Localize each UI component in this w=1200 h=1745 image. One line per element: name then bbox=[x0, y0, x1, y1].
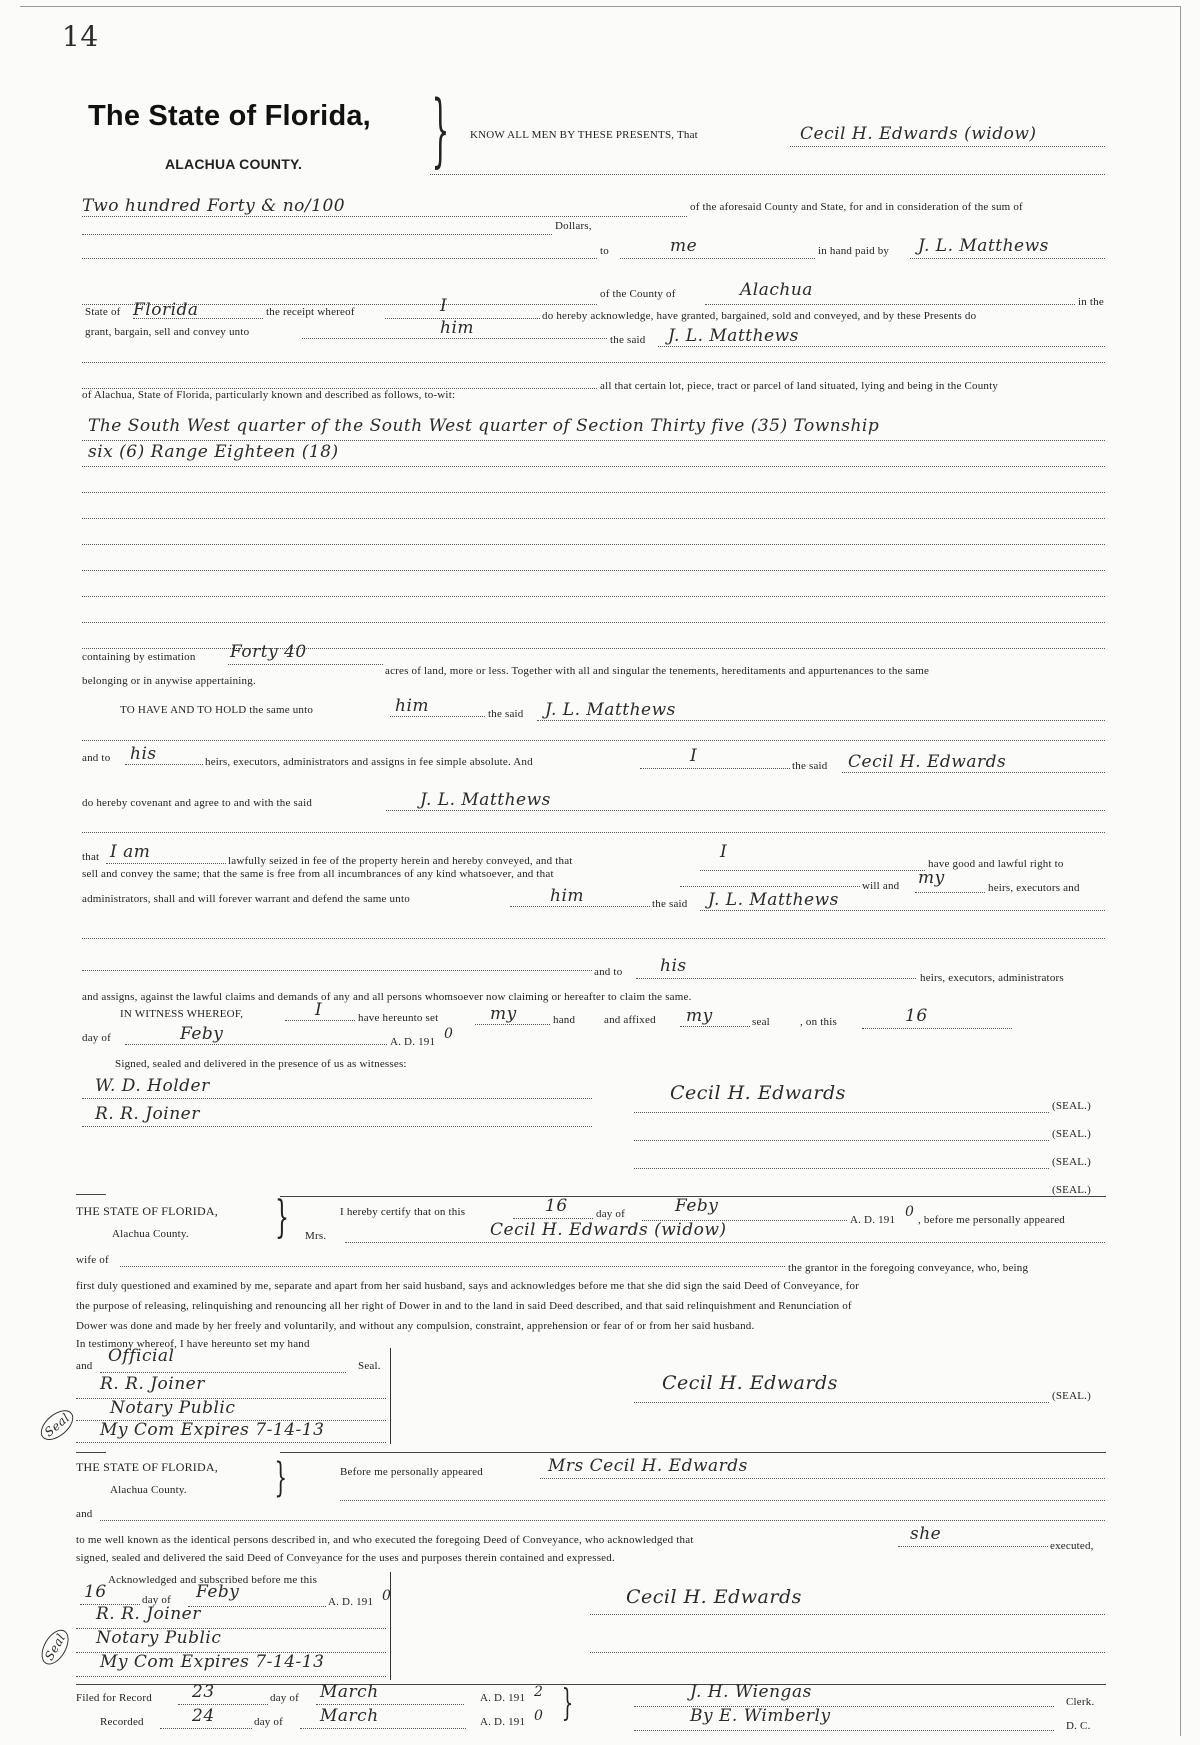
covenant-line bbox=[386, 810, 1105, 811]
aforesaid-text: of the aforesaid County and State, for and in consideration of the sum of bbox=[690, 201, 1023, 213]
dower-mrs: Mrs. bbox=[305, 1230, 327, 1242]
covenant-blank-line bbox=[82, 832, 1105, 833]
admins-text: administrators, shall and will forever warrant and defend the same unto bbox=[82, 893, 410, 905]
grantor-line bbox=[790, 146, 1105, 147]
filed-text: Filed for Record bbox=[76, 1692, 152, 1704]
desc-line-2 bbox=[82, 466, 1105, 467]
all-that-text: all that certain lot, piece, tract or parcel of land situated, lying and being in the County bbox=[600, 380, 999, 392]
affixed-text: and affixed bbox=[604, 1014, 656, 1026]
covenant-text: do hereby covenant and agree to and with the said bbox=[82, 797, 313, 809]
that-text: that bbox=[82, 851, 100, 863]
dower-paragraph-3: Dower was done and made by her freely and voluntarily, and without any compulsion, constraint, apprehension or fear of or from her said husband. bbox=[76, 1320, 755, 1332]
desc-line-5 bbox=[82, 544, 1105, 545]
ack-notary-public-handwriting: Notary Public bbox=[96, 1628, 222, 1648]
ack-to-me-text: to me well known as the identical persons described in, and who executed the foregoing Deed of Conveyance, who acknowledged that bbox=[76, 1534, 694, 1546]
acres-text: acres of land, more or less. Together with all and singular the tenements, hereditaments and appurtenances to the same bbox=[385, 665, 930, 677]
acres-handwriting: Forty 40 bbox=[230, 642, 307, 662]
to-handwriting: me bbox=[670, 236, 698, 256]
dower-year-handwriting: 0 bbox=[905, 1204, 915, 1220]
seal-label-2: (SEAL.) bbox=[1052, 1128, 1091, 1140]
admins-line bbox=[510, 906, 650, 907]
said3-handwriting: J. L. Matthews bbox=[708, 890, 839, 910]
heirs-exec-text: heirs, executors and bbox=[988, 882, 1080, 894]
signature-handwriting: Cecil H. Edwards bbox=[670, 1082, 846, 1104]
ack-month-handwriting: Feby bbox=[196, 1582, 240, 1602]
grantor2-handwriting: Cecil H. Edwards bbox=[848, 752, 1007, 772]
will-handwriting: my bbox=[918, 868, 945, 888]
grantor-handwriting: Cecil H. Edwards (widow) bbox=[800, 124, 1037, 144]
ack-and: and bbox=[76, 1508, 93, 1520]
witness2-line bbox=[82, 1126, 592, 1127]
ack-before-text: Before me personally appeared bbox=[340, 1466, 483, 1478]
ack-signature-line-2 bbox=[590, 1652, 1105, 1653]
ack-signed-text: signed, sealed and delivered the said Deed of Conveyance for the uses and purposes therein contained and expressed. bbox=[76, 1552, 615, 1564]
dower-mrs-handwriting: Cecil H. Edwards (widow) bbox=[490, 1220, 727, 1240]
desc-line-6 bbox=[82, 570, 1105, 571]
ack-she-handwriting: she bbox=[910, 1524, 942, 1544]
ack-appeared-line bbox=[540, 1478, 1105, 1479]
desc-line-3 bbox=[82, 492, 1105, 493]
and-to-handwriting: his bbox=[130, 744, 157, 764]
ack-executed: executed, bbox=[1050, 1540, 1094, 1552]
desc-line-7 bbox=[82, 596, 1105, 597]
ack-blank-line bbox=[340, 1500, 1105, 1501]
dower-mrs-line bbox=[345, 1242, 1105, 1243]
hand-paid-text: in hand paid by bbox=[818, 245, 890, 257]
rec-day-handwriting: 24 bbox=[192, 1706, 215, 1726]
recorded-text: Recorded bbox=[100, 1716, 144, 1728]
ack-signature-line bbox=[590, 1614, 1105, 1615]
day-line bbox=[862, 1028, 1012, 1029]
desc-line-4 bbox=[82, 518, 1105, 519]
grant-line bbox=[302, 338, 607, 339]
header-brace: } bbox=[431, 83, 450, 176]
section-divider-2a bbox=[76, 1452, 106, 1453]
that-handwriting: I am bbox=[110, 842, 151, 862]
lawfully-text: lawfully seized in fee of the property herein and hereby conveyed, and that bbox=[228, 855, 573, 867]
dower-grantor-text: the grantor in the foregoing conveyance, who, being bbox=[788, 1262, 1029, 1274]
ack-day-of: day of bbox=[142, 1594, 171, 1606]
iw-handwriting: I bbox=[315, 1000, 323, 1020]
official-line bbox=[100, 1372, 346, 1373]
and-to-line bbox=[125, 764, 203, 765]
habendum-said-line bbox=[537, 720, 1105, 721]
amount-line-2 bbox=[82, 234, 552, 235]
said-handwriting: J. L. Matthews bbox=[668, 326, 799, 346]
ack-county: Alachua County. bbox=[110, 1484, 187, 1496]
state-handwriting: Florida bbox=[133, 300, 199, 320]
dower-before-me: , before me personally appeared bbox=[918, 1214, 1065, 1226]
belonging-text: belonging or in anywise appertaining. bbox=[82, 675, 256, 687]
and-to-text: and to bbox=[82, 752, 111, 764]
habendum-blank-line bbox=[82, 740, 1105, 741]
filed-day-of: day of bbox=[270, 1692, 299, 1704]
ack-year-handwriting: 0 bbox=[382, 1588, 392, 1604]
dower-notary-public-handwriting: Notary Public bbox=[110, 1398, 236, 1418]
day-handwriting: 16 bbox=[905, 1006, 928, 1026]
dower-seal-label: (SEAL.) bbox=[1052, 1390, 1091, 1402]
filed-month-line bbox=[316, 1704, 464, 1705]
will-line bbox=[915, 892, 985, 893]
section-divider-3 bbox=[76, 1684, 1106, 1685]
dower-brace: } bbox=[275, 1192, 289, 1243]
page-border-right bbox=[1180, 6, 1181, 1736]
rec-day-of: day of bbox=[254, 1716, 283, 1728]
rec-month-line bbox=[300, 1728, 466, 1729]
amount-handwriting: Two hundred Forty & no/100 bbox=[82, 196, 346, 216]
and-to2-text: and to bbox=[594, 966, 623, 978]
sell-convey-text: sell and convey the same; that the same is free from all incumbrances of any kind whatsoever, and that bbox=[82, 868, 554, 880]
seal-on-text: seal bbox=[752, 1016, 770, 1028]
iw-line bbox=[285, 1020, 355, 1021]
dower-signature-line bbox=[634, 1402, 1049, 1403]
desc-line-1 bbox=[82, 440, 1105, 441]
ack-state: THE STATE OF FLORIDA, bbox=[76, 1460, 218, 1474]
filed-day-line bbox=[178, 1704, 268, 1705]
testimony-text: In testimony whereof, I have hereunto set my hand bbox=[76, 1338, 310, 1350]
dower-day-line bbox=[513, 1218, 593, 1219]
dower-notary-handwriting: R. R. Joiner bbox=[100, 1374, 205, 1394]
know-all-text: KNOW ALL MEN BY THESE PRESENTS, That bbox=[470, 129, 698, 141]
assigns-text: and assigns, against the lawful claims and demands of any and all persons whomsoever now claiming or hereafter to claim the same. bbox=[82, 991, 692, 1003]
county-heading: ALACHUA COUNTY. bbox=[165, 156, 303, 172]
dc-label: D. C. bbox=[1066, 1720, 1091, 1732]
and-i-handwriting: I bbox=[690, 746, 698, 766]
county-handwriting: Alachua bbox=[740, 280, 813, 300]
affixed-handwriting: my bbox=[686, 1006, 713, 1026]
dower-paragraph-1: first duly questioned and examined by me, separate and apart from her said husband, says and acknowledges before me that she did sign the said Deed of Conveyance, for bbox=[76, 1280, 860, 1292]
seal-label-3: (SEAL.) bbox=[1052, 1156, 1091, 1168]
said-line bbox=[658, 346, 1105, 347]
signature-line-1 bbox=[634, 1112, 1049, 1113]
in-the-text: in the bbox=[1078, 296, 1104, 308]
dower-seal-word: Seal. bbox=[358, 1360, 381, 1372]
section-divider-2b bbox=[280, 1452, 1106, 1453]
grantor2-line bbox=[842, 772, 1105, 773]
dc-handwriting: By E. Wimberly bbox=[690, 1706, 831, 1726]
ack-notary-seal-stamp: Seal bbox=[36, 1625, 74, 1669]
habendum-said3-text: the said bbox=[652, 898, 688, 910]
dollars-text: Dollars, bbox=[555, 220, 592, 232]
heirs-exec2-text: heirs, executors, administrators bbox=[920, 972, 1064, 984]
month-handwriting: Feby bbox=[180, 1024, 224, 1044]
dower-signature-handwriting: Cecil H. Edwards bbox=[662, 1372, 838, 1394]
day-of-text: day of bbox=[82, 1032, 111, 1044]
signature-line-3 bbox=[634, 1168, 1049, 1169]
dower-wife-line bbox=[120, 1266, 785, 1267]
and-to2-line bbox=[636, 978, 916, 979]
set-line bbox=[475, 1024, 550, 1025]
lawfully-line bbox=[700, 870, 925, 871]
dower-month-handwriting: Feby bbox=[675, 1196, 719, 1216]
witness1-line bbox=[82, 1098, 592, 1099]
ad-text: A. D. 191 bbox=[390, 1036, 436, 1048]
heirs-text: heirs, executors, administrators and assigns in fee simple absolute. And bbox=[205, 756, 533, 768]
dower-day-handwriting: 16 bbox=[545, 1196, 568, 1216]
dower-notary-line-3 bbox=[76, 1442, 386, 1443]
receipt-text: the receipt whereof bbox=[266, 306, 355, 318]
the-said-text: the said bbox=[610, 334, 646, 346]
ack-month-line bbox=[188, 1606, 326, 1607]
receipt-handwriting: I bbox=[440, 296, 448, 316]
dower-and: and bbox=[76, 1360, 93, 1372]
filed-day-handwriting: 23 bbox=[192, 1682, 215, 1702]
amount-line bbox=[82, 216, 687, 217]
grant-handwriting: him bbox=[440, 318, 475, 338]
admins-handwriting: him bbox=[550, 886, 585, 906]
unto-line bbox=[390, 716, 485, 717]
dower-commission-handwriting: My Com Expires 7-14-13 bbox=[100, 1420, 325, 1440]
page-border-top bbox=[20, 6, 1180, 7]
habendum-blank-2 bbox=[82, 938, 1105, 939]
to-line bbox=[620, 258, 815, 259]
desc-line-8 bbox=[82, 622, 1105, 623]
ack-bracket-line bbox=[390, 1572, 391, 1680]
habendum-said-text: the said bbox=[488, 708, 524, 720]
dower-county: Alachua County. bbox=[112, 1228, 189, 1240]
dower-day-of: day of bbox=[596, 1208, 625, 1220]
covenant-handwriting: J. L. Matthews bbox=[420, 790, 551, 810]
month-line bbox=[125, 1044, 387, 1045]
certify-text: I hereby certify that on this bbox=[340, 1206, 466, 1218]
consideration-line-3 bbox=[82, 258, 597, 259]
seal-label-4: (SEAL.) bbox=[1052, 1184, 1091, 1196]
dower-ad: A. D. 191 bbox=[850, 1214, 896, 1226]
ack-ad: A. D. 191 bbox=[328, 1596, 374, 1608]
to-have-text: TO HAVE AND TO HOLD the same unto bbox=[120, 704, 314, 716]
payer-line bbox=[910, 258, 1105, 259]
dower-paragraph-2: the purpose of releasing, relinquishing and renouncing all her right of Dower in and to the land in said Deed described, and that said relinquishment and Renunciation of bbox=[76, 1300, 852, 1312]
payer-handwriting: J. L. Matthews bbox=[918, 236, 1049, 256]
ack-she-line bbox=[898, 1546, 1048, 1547]
blank-line-a bbox=[82, 362, 1105, 363]
rec-year-handwriting: 0 bbox=[534, 1708, 544, 1724]
habendum-said2-text: the said bbox=[792, 760, 828, 772]
ack-commission-handwriting: My Com Expires 7-14-13 bbox=[100, 1652, 325, 1672]
dower-wife-of: wife of bbox=[76, 1254, 109, 1266]
have-good-text: have good and lawful right to bbox=[928, 858, 1064, 870]
header-line-2 bbox=[430, 174, 1105, 175]
rec-ad: A. D. 191 bbox=[480, 1716, 526, 1728]
that-line bbox=[106, 863, 226, 864]
year-handwriting: 0 bbox=[444, 1026, 454, 1042]
have-set-text: have hereunto set bbox=[358, 1012, 439, 1024]
hand-text: hand bbox=[553, 1014, 576, 1026]
county-line bbox=[705, 304, 1075, 305]
clerk-handwriting: J. H. Wiengas bbox=[690, 1682, 812, 1702]
sell-line bbox=[680, 886, 860, 887]
lawfully-handwriting: I bbox=[720, 842, 728, 862]
grant-text: grant, bargain, sell and convey unto bbox=[85, 326, 250, 338]
dower-bracket-line bbox=[390, 1348, 391, 1444]
and-to2-handwriting: his bbox=[660, 956, 687, 976]
official-handwriting: Official bbox=[108, 1346, 175, 1366]
witness2-handwriting: R. R. Joiner bbox=[95, 1104, 200, 1124]
dower-notary-seal-stamp: Seal bbox=[35, 1404, 79, 1445]
filed-ad: A. D. 191 bbox=[480, 1692, 526, 1704]
signature-line-2 bbox=[634, 1140, 1049, 1141]
ack-notary-handwriting: R. R. Joiner bbox=[96, 1604, 201, 1624]
filed-year-handwriting: 2 bbox=[534, 1684, 544, 1700]
and-i-line bbox=[640, 768, 790, 769]
seal-label-1: (SEAL.) bbox=[1052, 1100, 1091, 1112]
set-handwriting: my bbox=[490, 1004, 517, 1024]
unto-handwriting: him bbox=[395, 696, 430, 716]
page-number: 14 bbox=[62, 20, 99, 53]
will-and-text: will and bbox=[862, 880, 900, 892]
clerk-label: Clerk. bbox=[1066, 1696, 1095, 1708]
ack-day-handwriting: 16 bbox=[84, 1582, 107, 1602]
ack-brace: } bbox=[274, 1455, 288, 1501]
ack-acknowledged-text: Acknowledged and subscribed before me this bbox=[108, 1574, 318, 1586]
witness1-handwriting: W. D. Holder bbox=[95, 1076, 210, 1096]
dower-state: THE STATE OF FLORIDA, bbox=[76, 1204, 218, 1218]
of-alachua-text: of Alachua, State of Florida, particularly known and described as follows, to-wit: bbox=[82, 389, 456, 401]
affixed-line bbox=[680, 1026, 750, 1027]
and-to2-blank bbox=[82, 970, 592, 971]
ack-appeared-handwriting: Mrs Cecil H. Edwards bbox=[548, 1456, 748, 1476]
habendum-said-handwriting: J. L. Matthews bbox=[545, 700, 676, 720]
rec-day-line bbox=[160, 1728, 252, 1729]
filing-brace: } bbox=[561, 1683, 574, 1724]
filed-month-handwriting: March bbox=[320, 1682, 379, 1702]
on-this-text: , on this bbox=[800, 1016, 837, 1028]
in-witness-text: IN WITNESS WHEREOF, bbox=[120, 1008, 244, 1020]
rec-month-handwriting: March bbox=[320, 1706, 379, 1726]
description-line-2: six (6) Range Eighteen (18) bbox=[88, 442, 339, 462]
ack-notary-line-3 bbox=[76, 1676, 386, 1677]
description-line-1: The South West quarter of the South West quarter of Section Thirty five (35) Township bbox=[88, 416, 880, 436]
acres-line bbox=[228, 664, 383, 665]
state-of-text: State of bbox=[85, 306, 121, 318]
acknowledge-text: do hereby acknowledge, have granted, bargained, sold and conveyed, and by these Presents do bbox=[542, 310, 977, 322]
of-county-text: of the County of bbox=[600, 288, 676, 300]
signed-text: Signed, sealed and delivered in the presence of us as witnesses: bbox=[115, 1058, 407, 1070]
containing-text: containing by estimation bbox=[82, 651, 196, 663]
state-heading: The State of Florida, bbox=[88, 100, 371, 132]
to-text: to bbox=[600, 245, 609, 257]
said3-line bbox=[700, 910, 1105, 911]
ack-signature-handwriting: Cecil H. Edwards bbox=[626, 1586, 802, 1608]
dc-line bbox=[634, 1730, 1054, 1731]
ack-and-line bbox=[100, 1520, 1105, 1521]
section-divider-1a bbox=[76, 1194, 106, 1195]
